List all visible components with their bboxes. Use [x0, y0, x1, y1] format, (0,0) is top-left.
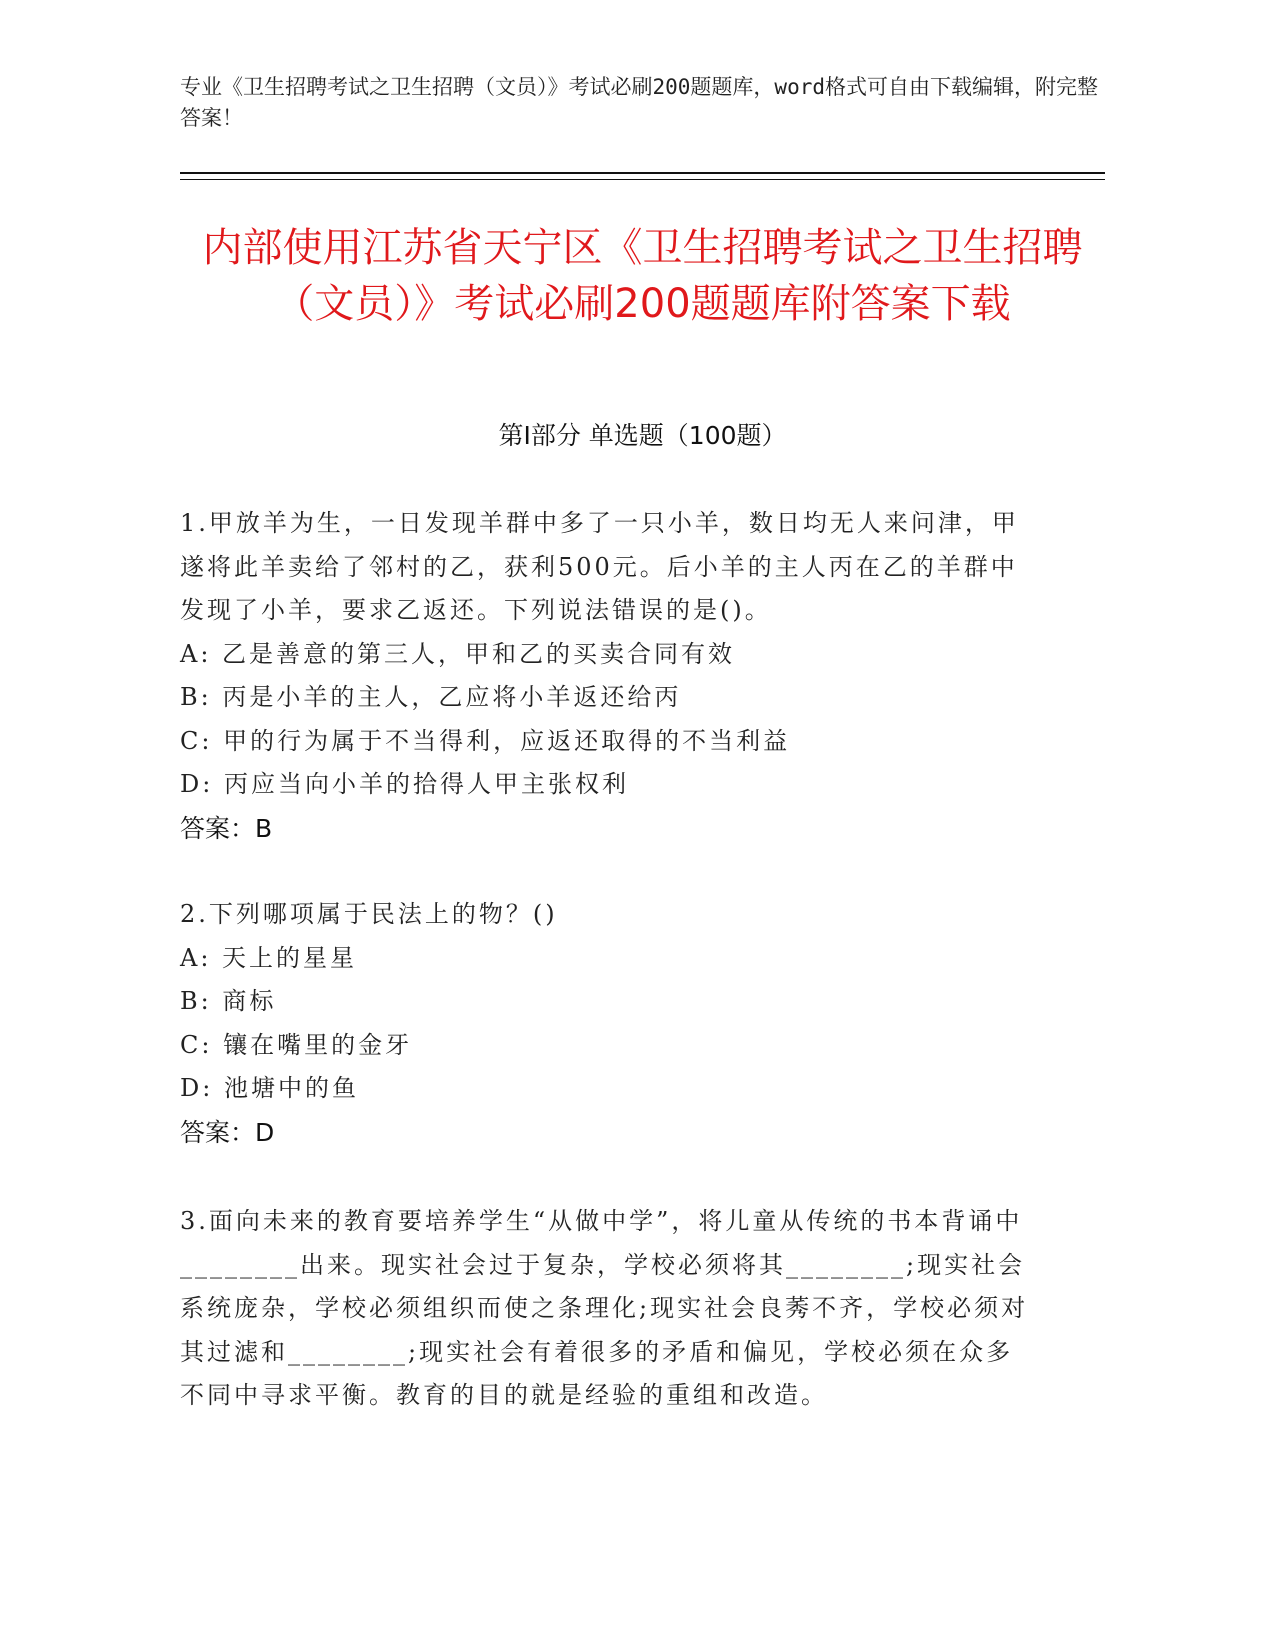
option-d: D: 丙应当向小羊的拾得人甲主张权利 — [180, 770, 629, 798]
document-title: 内部使用江苏省天宁区《卫生招聘考试之卫生招聘（文员）》考试必刷200题题库附答案下载 — [202, 225, 1083, 327]
question-stem: 2.下列哪项属于民法上的物？() — [180, 900, 558, 928]
option-b: B: 丙是小羊的主人，乙应将小羊返还给丙 — [180, 683, 682, 711]
option-c: C: 甲的行为属于不当得利，应返还取得的不当利益 — [180, 726, 791, 755]
header-note: 专业《卫生招聘考试之卫生招聘（文员）》考试必刷200题题库，word格式可自由下载编辑，附完整答案！ — [180, 75, 1098, 130]
header-divider-thick — [180, 172, 1105, 174]
question-2 — [180, 893, 1040, 1154]
question-stem: 3.面向未来的教育要培养学生“从做中学”，将儿童从传统的书本背诵中________出来。现实社会过于复杂，学校必须将其________;现实社会系统庞杂，学校必须组织而使之条理化;现实社会良莠不齐，学校必须对其过滤和________;现实社会有着很多的矛盾和偏见，学校必须在众多不同中寻求平衡。教育的目的就是经验的重组和改造。 — [180, 1207, 1029, 1409]
header-divider-thin — [180, 179, 1105, 180]
option-a: A: 天上的星星 — [180, 943, 358, 972]
option-c: C: 镶在嘴里的金牙 — [180, 1030, 413, 1059]
option-b: B: 商标 — [180, 987, 277, 1015]
answer: 答案：D — [180, 1117, 275, 1147]
question-stem: 1.甲放羊为生，一日发现羊群中多了一只小羊，数日均无人来问津，甲遂将此羊卖给了邻村的乙，获利500元。后小羊的主人丙在乙的羊群中发现了小羊，要求乙返还。下列说法错误的是()。 — [180, 509, 1019, 624]
section-heading: 第I部分 单选题（100题） — [498, 421, 787, 450]
answer: 答案：B — [180, 813, 273, 843]
question-1 — [180, 502, 1040, 850]
option-d: D: 池塘中的鱼 — [180, 1074, 359, 1102]
question-3 — [180, 1200, 1030, 1418]
option-a: A: 乙是善意的第三人，甲和乙的买卖合同有效 — [180, 639, 736, 668]
